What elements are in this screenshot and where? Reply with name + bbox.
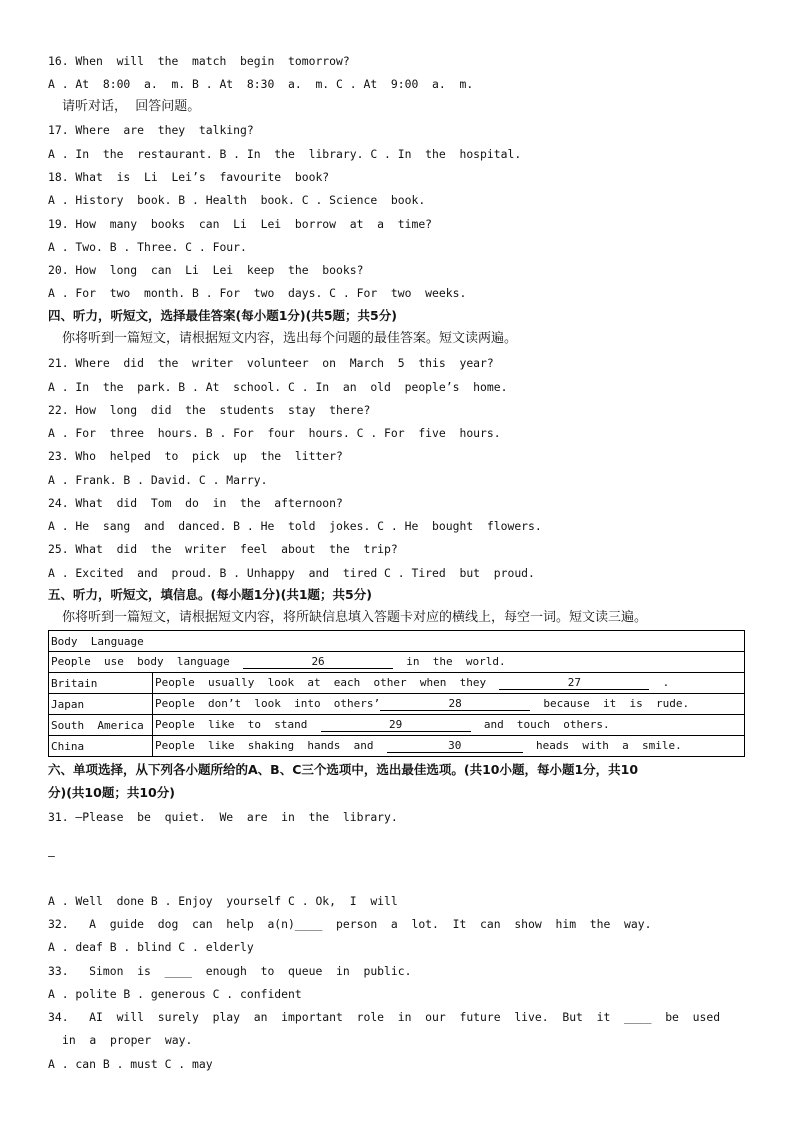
options-21: A . In the park. B . At school. C . In an old people’s home. — [48, 380, 508, 394]
options-19: A . Two. B . Three. C . Four. — [48, 240, 247, 254]
question-20: 20. How long can Li Lei keep the books? — [48, 263, 364, 277]
country-cell: Britain — [49, 673, 153, 694]
section-4-heading: 四、听力，听短文，选择最佳答案(每小题1分)(共5题；共5分) — [48, 308, 397, 323]
question-17: 17. Where are they talking? — [48, 123, 254, 137]
options-22: A . For three hours. B . For four hours. C . For five hours. — [48, 426, 501, 440]
question-34-cont: in a proper way. — [62, 1033, 193, 1047]
section-5-instruction: 你将听到一篇短文，请根据短文内容，将所缺信息填入答题卡对应的横线上，每空一词。短文读三遍。 — [62, 610, 648, 625]
options-23: A . Frank. B . David. C . Marry. — [48, 473, 268, 487]
statement-cell: People like shaking hands and 30 heads with a smile. — [153, 736, 745, 757]
section-5-heading: 五、听力，听短文，填信息。(每小题1分)(共1题；共5分) — [48, 587, 372, 602]
table-row — [49, 736, 745, 757]
question-24: 24. What did Tom do in the afternoon? — [48, 496, 343, 510]
question-18: 18. What is Li Lei’s favourite book? — [48, 170, 330, 184]
table-row — [49, 715, 745, 736]
options-31: A . Well done B . Enjoy yourself C . Ok, I will — [48, 894, 398, 908]
question-33: 33. Simon is ____ enough to queue in public. — [48, 964, 412, 978]
options-32: A . deaf B . blind C . elderly — [48, 940, 254, 954]
section-4-instruction: 你将听到一篇短文，请根据短文内容，选出每个问题的最佳答案。短文读两遍。 — [62, 331, 518, 346]
question-16: 16. When will the match begin tomorrow? — [48, 54, 350, 68]
options-24: A . He sang and danced. B . He told jokes. C . He bought flowers. — [48, 519, 542, 533]
question-31-response: — — [48, 849, 55, 863]
body-language-table — [48, 630, 745, 757]
country-cell: Japan — [49, 694, 153, 715]
question-19: 19. How many books can Li Lei borrow at a time? — [48, 217, 433, 231]
blank-26[interactable]: 26 — [243, 655, 393, 669]
statement-cell: People like to stand 29 and touch others. — [153, 715, 745, 736]
table-title-row — [49, 631, 745, 652]
question-34: 34. AI will surely play an important role in our future live. But it ____ be used — [48, 1010, 721, 1024]
blank-27[interactable]: 27 — [499, 676, 649, 690]
country-cell: South America — [49, 715, 153, 736]
question-25: 25. What did the writer feel about the trip? — [48, 542, 398, 556]
statement-cell: People usually look at each other when they 27 . — [153, 673, 745, 694]
options-34: A . can B . must C . may — [48, 1057, 213, 1071]
table-row — [49, 673, 745, 694]
options-17: A . In the restaurant. B . In the library. C . In the hospital. — [48, 147, 522, 161]
blank-29[interactable]: 29 — [321, 718, 471, 732]
question-31: 31. —Please be quiet. We are in the library. — [48, 810, 398, 824]
section-6-heading-cont: 分)(共10题；共10分) — [48, 785, 175, 800]
options-33: A . polite B . generous C . confident — [48, 987, 302, 1001]
options-16: A . At 8:00 a. m. B . At 8:30 a. m. C . At 9:00 a. m. — [48, 77, 474, 91]
section-6-heading: 六、单项选择，从下列各小题所给的A、B、C三个选项中，选出最佳选项。(共10小题，每小题1分，共10 — [48, 762, 639, 777]
question-22: 22. How long did the students stay there? — [48, 403, 371, 417]
question-21: 21. Where did the writer volunteer on March 5 this year? — [48, 356, 494, 370]
question-32: 32. A guide dog can help a(n)____ person a lot. It can show him the way. — [48, 917, 652, 931]
table-title: Body Language — [49, 631, 745, 652]
table-row — [49, 694, 745, 715]
instruction-dialogue: 请听对话， 回答问题。 — [62, 99, 201, 114]
table-intro-row — [49, 652, 745, 673]
blank-30[interactable]: 30 — [387, 739, 523, 753]
country-cell: China — [49, 736, 153, 757]
table-intro-cell: People use body language 26 in the world. — [49, 652, 745, 673]
options-18: A . History book. B . Health book. C . Science book. — [48, 193, 426, 207]
options-25: A . Excited and proud. B . Unhappy and tired C . Tired but proud. — [48, 566, 535, 580]
statement-cell: People don’t look into others’ 28 because it is rude. — [153, 694, 745, 715]
options-20: A . For two month. B . For two days. C . For two weeks. — [48, 286, 467, 300]
blank-28[interactable]: 28 — [380, 697, 530, 711]
question-23: 23. Who helped to pick up the litter? — [48, 449, 343, 463]
